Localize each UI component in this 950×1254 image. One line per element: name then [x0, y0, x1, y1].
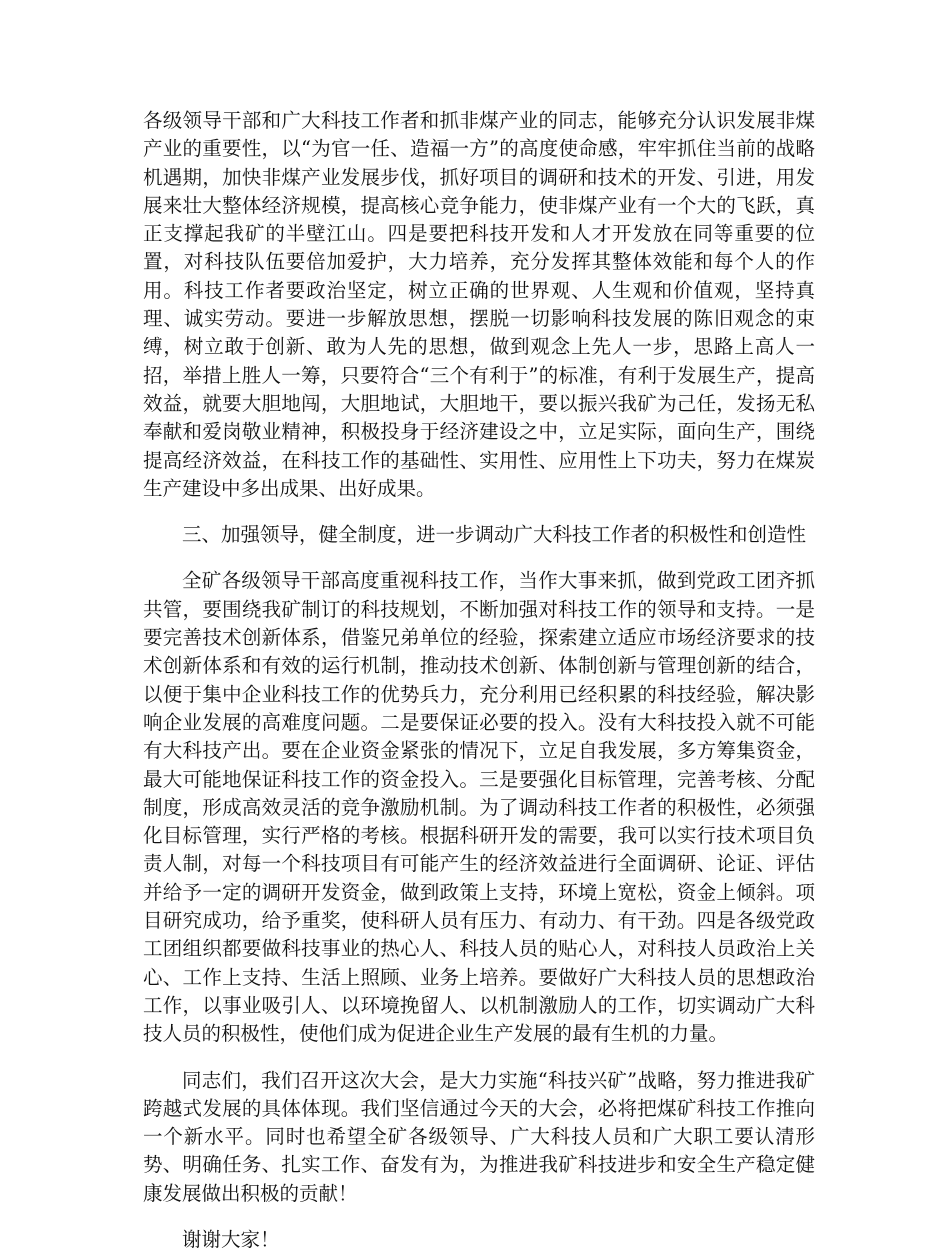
body-paragraph-2: 全矿各级领导干部高度重视科技工作，当作大事来抓，做到党政工团齐抓共管，要围绕我矿制订的科技规划，不断加强对科技工作的领导和支持。一是要完善技术创新体系，借鉴兄弟单位的经验，探索建立适应市场经济要求的技术创新体系和有效的运行机制，推动技术创新、体制创新与管理创新的结合，以便于集中企业科技工作的优势兵力，充分利用已经积累的科技经验，解决影响企业发展的高难度问题。二是要保证必要的投入。没有大科技投入就不可能有大科技产出。要在企业资金紧张的情况下，立足自我发展，多方筹集资金，最大可能地保证科技工作的资金投入。三是要强化目标管理，完善考核、分配制度，形成高效灵活的竞争激励机制。为了调动科技工作者的积极性，必须强化目标管理，实行严格的考核。根据科研开发的需要，我可以实行技术项目负责人制，对每一个科技项目有可能产生的经济效益进行全面调研、论证、评估并给予一定的调研开发资金，做到政策上支持，环境上宽松，资金上倾斜。项目研究成功，给予重奖，使科研人员有压力、有动力、有干劲。四是各级党政工团组织都要做科技事业的热心人、科技人员的贴心人，对科技人员政治上关心、工作上支持、生活上照顾、业务上培养。要做好广大科技人员的思想政治工作，以事业吸引人、以环境挽留人、以机制激励人的工作，切实调动广大科技人员的积极性，使他们成为促进企业生产发展的最有生机的力量。: [143, 569, 815, 1046]
closing-line: 谢谢大家！: [182, 1227, 280, 1251]
body-paragraph-3: 同志们，我们召开这次大会，是大力实施“科技兴矿”战略，努力推进我矿跨越式发展的具体体现。我们坚信通过今天的大会，必将把煤矿科技工作推向一个新水平。同时也希望全矿各级领导、广大科技人员和广大职工要认清形势、明确任务、扎实工作、奋发有为，为推进我矿科技进步和安全生产稳定健康发展做出积极的贡献！: [143, 1068, 815, 1205]
document-page: [143, 107, 815, 1254]
body-paragraph-1: 各级领导干部和广大科技工作者和抓非煤产业的同志，能够充分认识发展非煤产业的重要性，以“为官一任、造福一方”的高度使命感，牢牢抓住当前的战略机遇期，加快非煤产业发展步伐，抓好项目的调研和技术的开发、引进，用发展来壮大整体经济规模，提高核心竞争能力，使非煤产业有一个大的飞跃，真正支撑起我矿的半壁江山。四是要把科技开发和人才开发放在同等重要的位置，对科技队伍要倍加爱护，大力培养，充分发挥其整体效能和每个人的作用。科技工作者要政治坚定，树立正确的世界观、人生观和价值观，坚持真理、诚实劳动。要进一步解放思想，摆脱一切影响科技发展的陈旧观念的束缚，树立敢于创新、敢为人先的思想，做到观念上先人一步，思路上高人一招，举措上胜人一筹，只要符合“三个有利于”的标准，有利于发展生产，提高效益，就要大胆地闯，大胆地试，大胆地干，要以振兴我矿为己任，发扬无私奉献和爱岗敬业精神，积极投身于经济建设之中，立足实际，面向生产，围绕提高经济效益，在科技工作的基础性、实用性、应用性上下功夫，努力在煤炭生产建设中多出成果、出好成果。: [143, 109, 815, 500]
section-heading-3: 三、加强领导，健全制度，进一步调动广大科技工作者的积极性和创造性: [182, 523, 807, 547]
